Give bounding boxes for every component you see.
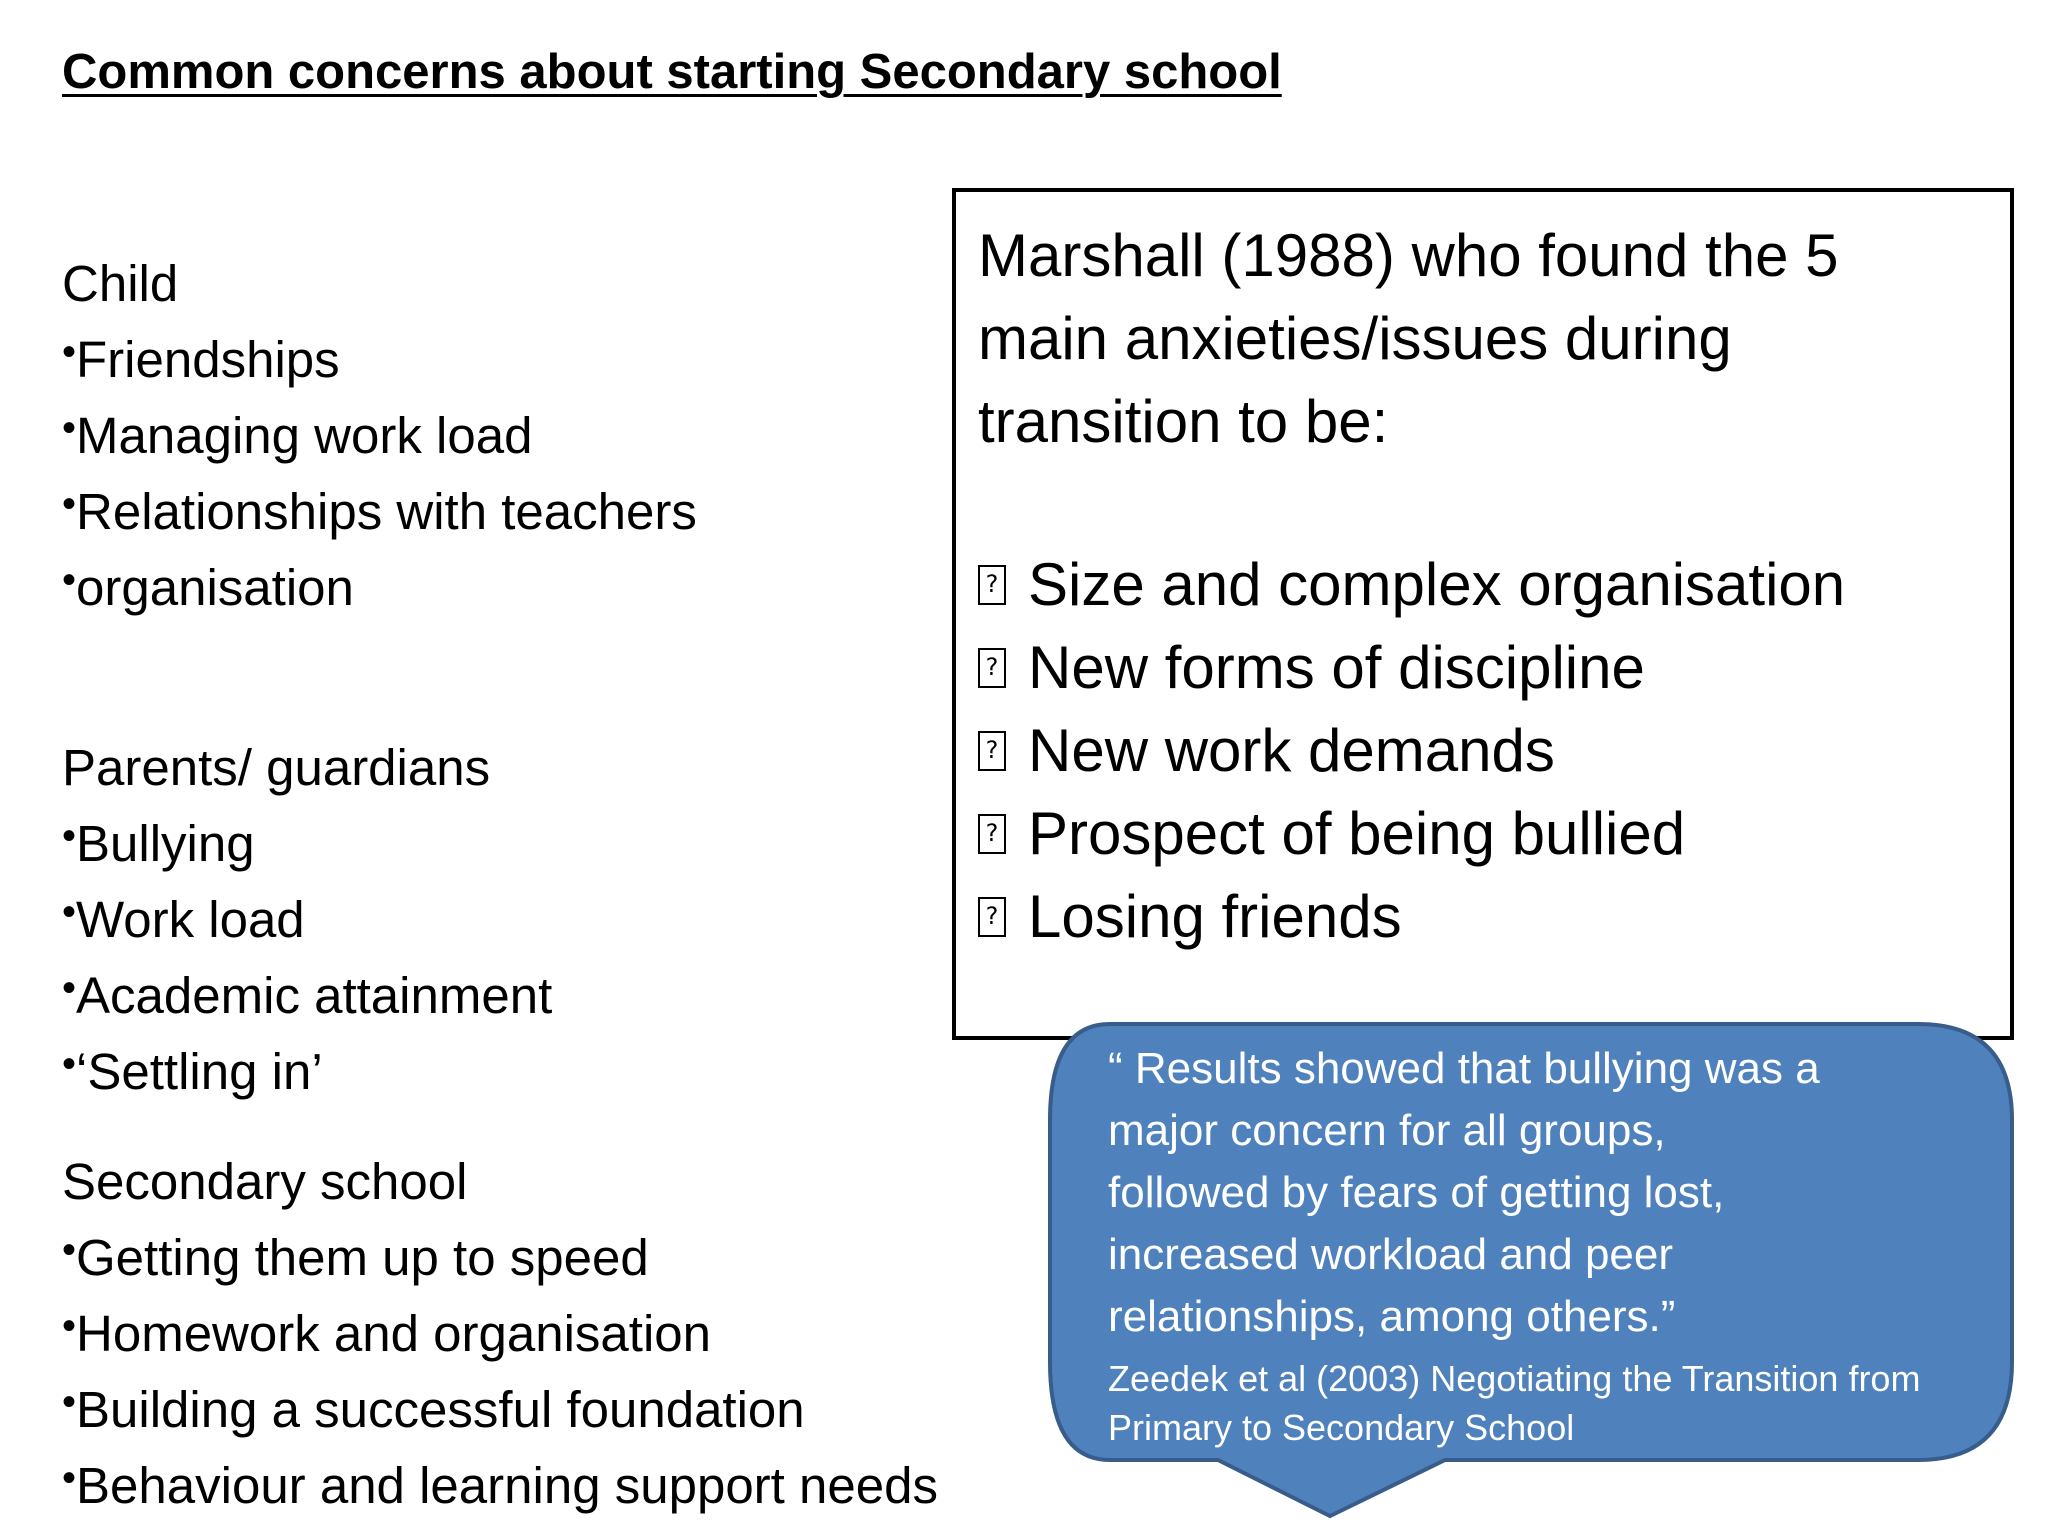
bullet-glyph: • xyxy=(62,1042,77,1086)
list-item: ? New forms of discipline xyxy=(978,626,1845,709)
bullet-glyph: • xyxy=(62,406,77,450)
quote-callout xyxy=(1108,1038,1968,1452)
marshall-intro: Marshall (1988) who found the 5 main anxieties/issues during transition to be: xyxy=(978,222,1839,455)
bullet-glyph: • xyxy=(62,330,77,374)
bullet-glyph: • xyxy=(62,1304,77,1348)
quote-line: followed by fears of getting lost, xyxy=(1108,1168,1725,1217)
list-item: ? Losing friends xyxy=(978,875,1845,958)
bullet-glyph: • xyxy=(62,1228,77,1272)
bullet-glyph: • xyxy=(62,482,77,526)
child-heading: Child xyxy=(62,255,179,312)
bullet-glyph: • xyxy=(62,890,77,934)
bullet-glyph: • xyxy=(62,966,77,1010)
bullet-glyph: • xyxy=(62,1380,77,1424)
list-item: •Managing work load xyxy=(62,406,533,464)
list-item: •Getting them up to speed xyxy=(62,1228,649,1286)
missing-glyph-icon: ? xyxy=(978,565,1006,605)
list-item: ? New work demands xyxy=(978,709,1845,792)
list-item: ? Size and complex organisation xyxy=(978,543,1845,626)
list-item: •‘Settling in’ xyxy=(62,1042,323,1100)
list-item: •Relationships with teachers xyxy=(62,482,697,540)
quote-line: major concern for all groups, xyxy=(1108,1106,1666,1155)
missing-glyph-icon: ? xyxy=(978,814,1006,854)
list-item: •organisation xyxy=(62,558,354,616)
list-item: •Work load xyxy=(62,890,305,948)
quote-line: increased workload and peer xyxy=(1108,1230,1674,1279)
list-item: •Friendships xyxy=(62,330,340,388)
bullet-glyph: • xyxy=(62,814,77,858)
missing-glyph-icon: ? xyxy=(978,897,1006,937)
citation-line: Primary to Secondary School xyxy=(1108,1407,1575,1448)
secondary-heading: Secondary school xyxy=(62,1153,468,1210)
missing-glyph-icon: ? xyxy=(978,731,1006,771)
citation-line: Zeedek et al (2003) Negotiating the Transition from xyxy=(1108,1358,1921,1399)
missing-glyph-icon: ? xyxy=(978,648,1006,688)
bullet-glyph: • xyxy=(62,558,77,602)
list-item: ? Prospect of being bullied xyxy=(978,792,1845,875)
list-item: •Behaviour and learning support needs xyxy=(62,1456,938,1514)
list-item: •Bullying xyxy=(62,814,255,872)
parents-heading: Parents/ guardians xyxy=(62,739,491,796)
quote-line: relationships, among others.” xyxy=(1108,1292,1676,1341)
list-item: •Academic attainment xyxy=(62,966,553,1024)
bullet-glyph: • xyxy=(62,1456,77,1500)
list-item: •Homework and organisation xyxy=(62,1304,712,1362)
quote-line: “ Results showed that bullying was a xyxy=(1108,1044,1820,1093)
list-item: •Building a successful foundation xyxy=(62,1380,805,1438)
page-title: Common concerns about starting Secondary school xyxy=(62,45,1282,99)
